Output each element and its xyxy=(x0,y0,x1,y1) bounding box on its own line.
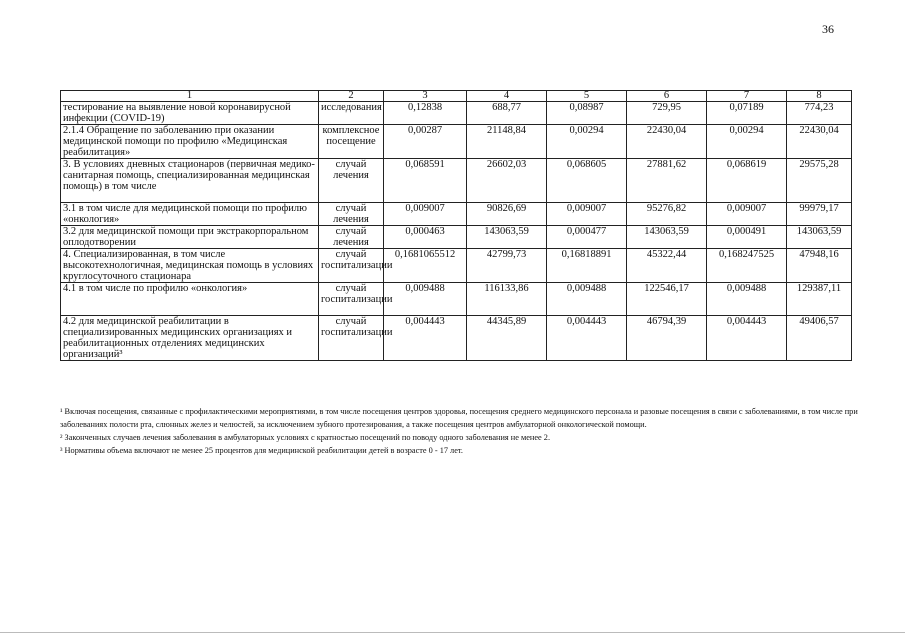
tariff-table xyxy=(60,90,852,361)
header-cell: 3 xyxy=(384,91,467,102)
value-cell: 0,000491 xyxy=(707,226,787,249)
footnote-2: ² Законченных случаев лечения заболевания в амбулаторных условиях с кратностью посещений по поводу одного заболевания не менее 2. xyxy=(60,433,551,442)
value-cell: 0,07189 xyxy=(707,102,787,125)
value-cell: 688,77 xyxy=(467,102,547,125)
table-row xyxy=(61,159,852,203)
row-name-cell: тестирование на выявление новой коронавирусной инфекции (COVID-19) xyxy=(61,102,319,125)
value-cell: 26602,03 xyxy=(467,159,547,203)
scan-edge-line xyxy=(0,632,905,633)
value-cell: 129387,11 xyxy=(787,283,852,316)
footnote-1: ¹ Включая посещения, связанные с профилактическими мероприятиями, в том числе посещения центров здоровья, посещения среднего медицинского персонала и разовые посещения в связи с заболеваниями, в том числе при заболеваниях полости рта, слюнных желез и челюстей, за исключением зубного протезирования, а также посещения центров амбулаторной онкологической помощи. xyxy=(60,407,858,429)
unit-cell: исследования xyxy=(319,102,384,125)
value-cell: 122546,17 xyxy=(627,283,707,316)
value-cell: 116133,86 xyxy=(467,283,547,316)
value-cell: 0,00287 xyxy=(384,125,467,159)
value-cell: 0,009488 xyxy=(707,283,787,316)
header-cell: 8 xyxy=(787,91,852,102)
value-cell: 143063,59 xyxy=(467,226,547,249)
value-cell: 0,08987 xyxy=(547,102,627,125)
header-cell: 7 xyxy=(707,91,787,102)
value-cell: 0,004443 xyxy=(547,316,627,361)
table-row xyxy=(61,249,852,283)
value-cell: 27881,62 xyxy=(627,159,707,203)
value-cell: 0,000463 xyxy=(384,226,467,249)
row-name-cell: 2.1.4 Обращение по заболеванию при оказании медицинской помощи по профилю «Медицинская реабилитация» xyxy=(61,125,319,159)
value-cell: 42799,73 xyxy=(467,249,547,283)
value-cell: 0,009007 xyxy=(547,203,627,226)
value-cell: 0,16818891 xyxy=(547,249,627,283)
value-cell: 46794,39 xyxy=(627,316,707,361)
row-name-cell: 3. В условиях дневных стационаров (первичная медико-санитарная помощь, специализированная медицинская помощь) в том числе xyxy=(61,159,319,203)
unit-cell: случай лечения xyxy=(319,226,384,249)
value-cell: 143063,59 xyxy=(627,226,707,249)
value-cell: 29575,28 xyxy=(787,159,852,203)
value-cell: 0,068619 xyxy=(707,159,787,203)
table-row xyxy=(61,283,852,316)
row-name-cell: 3.2 для медицинской помощи при экстракорпоральном оплодотворении xyxy=(61,226,319,249)
value-cell: 143063,59 xyxy=(787,226,852,249)
value-cell: 21148,84 xyxy=(467,125,547,159)
value-cell: 0,009488 xyxy=(547,283,627,316)
unit-cell: случай лечения xyxy=(319,203,384,226)
unit-cell: комплексное посещение xyxy=(319,125,384,159)
header-row xyxy=(61,91,852,102)
header-cell: 5 xyxy=(547,91,627,102)
page-number: 36 xyxy=(822,22,834,36)
table-row xyxy=(61,102,852,125)
value-cell: 0,004443 xyxy=(707,316,787,361)
value-cell: 22430,04 xyxy=(627,125,707,159)
value-cell: 0,12838 xyxy=(384,102,467,125)
header-cell: 4 xyxy=(467,91,547,102)
unit-cell: случай лечения xyxy=(319,159,384,203)
unit-cell: случай госпитализации xyxy=(319,283,384,316)
value-cell: 774,23 xyxy=(787,102,852,125)
value-cell: 0,068605 xyxy=(547,159,627,203)
value-cell: 0,009007 xyxy=(384,203,467,226)
value-cell: 0,00294 xyxy=(707,125,787,159)
unit-cell: случай госпитализации xyxy=(319,316,384,361)
footnotes xyxy=(60,405,860,457)
unit-cell: случай госпитализации xyxy=(319,249,384,283)
value-cell: 22430,04 xyxy=(787,125,852,159)
value-cell: 0,004443 xyxy=(384,316,467,361)
value-cell: 49406,57 xyxy=(787,316,852,361)
row-name-cell: 4.1 в том числе по профилю «онкология» xyxy=(61,283,319,316)
row-name-cell: 3.1 в том числе для медицинской помощи по профилю «онкология» xyxy=(61,203,319,226)
value-cell: 44345,89 xyxy=(467,316,547,361)
row-name-cell: 4.2 для медицинской реабилитации в специализированных медицинских организациях и реабилитационных отделениях медицинских организаций³ xyxy=(61,316,319,361)
value-cell: 0,009488 xyxy=(384,283,467,316)
value-cell: 47948,16 xyxy=(787,249,852,283)
row-name-cell: 4. Специализированная, в том числе высокотехнологичная, медицинская помощь в условиях круглосуточного стационара xyxy=(61,249,319,283)
header-cell: 2 xyxy=(319,91,384,102)
value-cell: 45322,44 xyxy=(627,249,707,283)
table-row xyxy=(61,226,852,249)
value-cell: 0,000477 xyxy=(547,226,627,249)
footnote-3: ³ Нормативы объема включают не менее 25 процентов для медицинской реабилитации детей в возрасте 0 - 17 лет. xyxy=(60,446,463,455)
value-cell: 729,95 xyxy=(627,102,707,125)
header-cell: 1 xyxy=(61,91,319,102)
value-cell: 0,168247525 xyxy=(707,249,787,283)
table-row xyxy=(61,316,852,361)
value-cell: 0,1681065512 xyxy=(384,249,467,283)
value-cell: 90826,69 xyxy=(467,203,547,226)
value-cell: 0,009007 xyxy=(707,203,787,226)
header-cell: 6 xyxy=(627,91,707,102)
value-cell: 0,00294 xyxy=(547,125,627,159)
table-row xyxy=(61,203,852,226)
value-cell: 95276,82 xyxy=(627,203,707,226)
value-cell: 99979,17 xyxy=(787,203,852,226)
table-row xyxy=(61,125,852,159)
value-cell: 0,068591 xyxy=(384,159,467,203)
